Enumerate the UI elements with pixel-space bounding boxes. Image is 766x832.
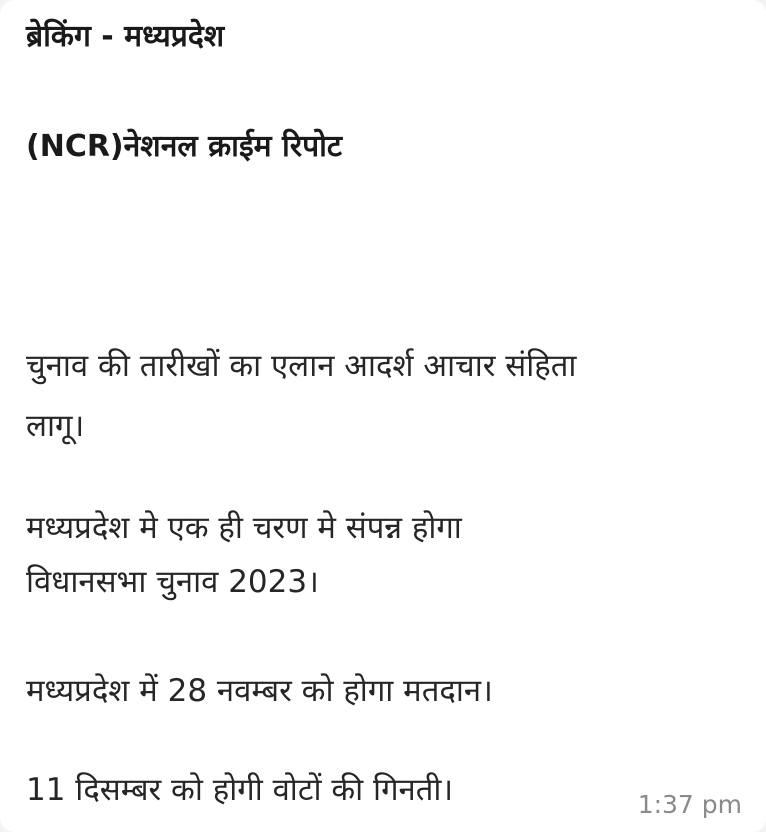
message-line: मध्यप्रदेश मे एक ही चरण मे संपन्न होगा — [26, 510, 462, 546]
message-heading: ब्रेकिंग - मध्यप्रदेश — [26, 19, 225, 54]
message-line: लागू। — [26, 408, 85, 444]
message-timestamp: 1:37 pm — [637, 790, 742, 819]
message-line: मध्यप्रदेश में 28 नवम्बर को होगा मतदान। — [26, 673, 493, 709]
message-line: 11 दिसम्बर को होगी वोटों की गिनती। — [26, 772, 454, 808]
message-line: चुनाव की तारीखों का एलान आदर्श आचार संहिता — [26, 348, 577, 384]
message-line: विधानसभा चुनाव 2023। — [26, 564, 319, 600]
message-source: (NCR)नेशनल क्राईम रिपोट — [26, 129, 343, 164]
